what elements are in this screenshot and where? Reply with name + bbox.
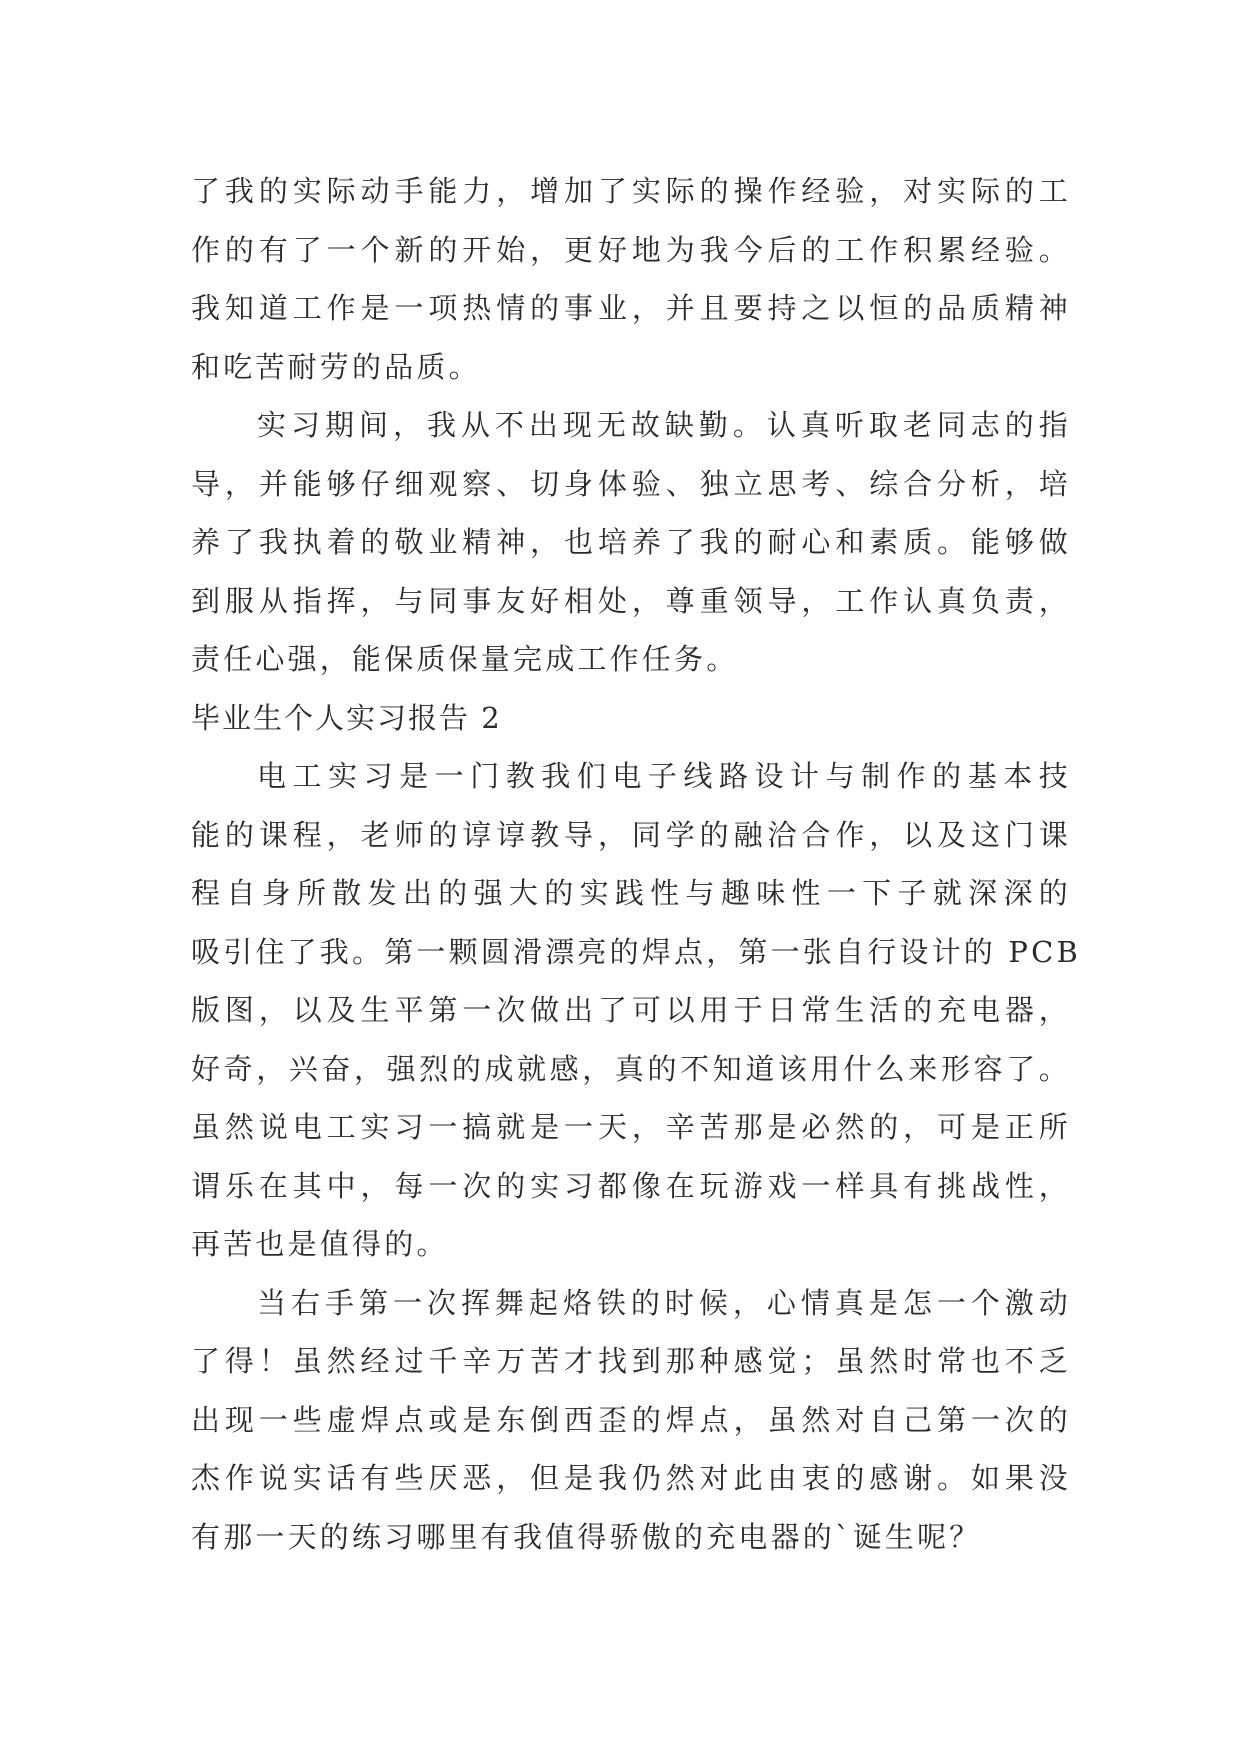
paragraph-line: 有那一天的练习哪里有我值得骄傲的充电器的`诞生呢？ — [191, 1519, 982, 1554]
paragraph-3 — [191, 747, 1082, 1274]
section-heading-wrap — [191, 689, 1071, 748]
paragraph-line: 虽然说电工实习一搞就是一天，辛苦那是必然的，可是正所 — [191, 1110, 1071, 1144]
paragraph-line: 了得！虽然经过千辛万苦才找到那种感觉；虽然时常也不乏 — [191, 1344, 1071, 1378]
paragraph-2 — [191, 396, 1071, 689]
paragraph-line: 杰作说实话有些厌恶，但是我仍然对此由衷的感谢。如果没 — [191, 1461, 1071, 1495]
paragraph-line: 我知道工作是一项热情的事业，并且要持之以恒的品质精神 — [191, 291, 1071, 325]
paragraph-line: 和吃苦耐劳的品质。 — [191, 349, 481, 384]
paragraph-line: 作的有了一个新的开始，更好地为我今后的工作积累经验。 — [191, 232, 1071, 267]
paragraph-line: 好奇，兴奋，强烈的成就感，真的不知道该用什么来形容了。 — [191, 1051, 1071, 1086]
paragraph-line: 当右手第一次挥舞起烙铁的时候，心情真是怎一个激动 — [257, 1285, 1071, 1320]
paragraph-line: 导，并能够仔细观察、切身体验、独立思考、综合分析，培 — [191, 466, 1071, 501]
paragraph-line: 责任心强，能保质保量完成工作任务。 — [191, 642, 739, 676]
section-heading: 毕业生个人实习报告 2 — [191, 700, 502, 735]
paragraph-line: 能的课程，老师的谆谆教导，同学的融洽合作，以及这门课 — [191, 817, 1071, 852]
document-body — [191, 162, 1082, 1566]
paragraph-line: 版图，以及生平第一次做出了可以用于日常生活的充电器， — [191, 993, 1071, 1027]
paragraph-line: 吸引住了我。第一颗圆滑漂亮的焊点，第一张自行设计的 PCB — [191, 934, 1082, 969]
paragraph-line: 到服从指挥，与同事友好相处，尊重领导，工作认真负责， — [191, 583, 1071, 618]
paragraph-line: 程自身所散发出的强大的实践性与趣味性一下子就深深的 — [191, 876, 1071, 910]
paragraph-line: 实习期间，我从不出现无故缺勤。认真听取老同志的指 — [257, 408, 1071, 442]
paragraph-line: 电工实习是一门教我们电子线路设计与制作的基本技 — [257, 759, 1071, 793]
paragraph-line: 再苦也是值得的。 — [191, 1227, 449, 1261]
paragraph-line: 了我的实际动手能力，增加了实际的操作经验，对实际的工 — [191, 174, 1071, 208]
paragraph-1 — [191, 162, 1071, 396]
paragraph-4 — [191, 1274, 1071, 1567]
paragraph-line: 谓乐在其中，每一次的实习都像在玩游戏一样具有挑战性， — [191, 1168, 1071, 1203]
paragraph-line: 出现一些虚焊点或是东倒西歪的焊点，虽然对自己第一次的 — [191, 1402, 1071, 1437]
paragraph-line: 养了我执着的敬业精神，也培养了我的耐心和素质。能够做 — [191, 525, 1071, 559]
